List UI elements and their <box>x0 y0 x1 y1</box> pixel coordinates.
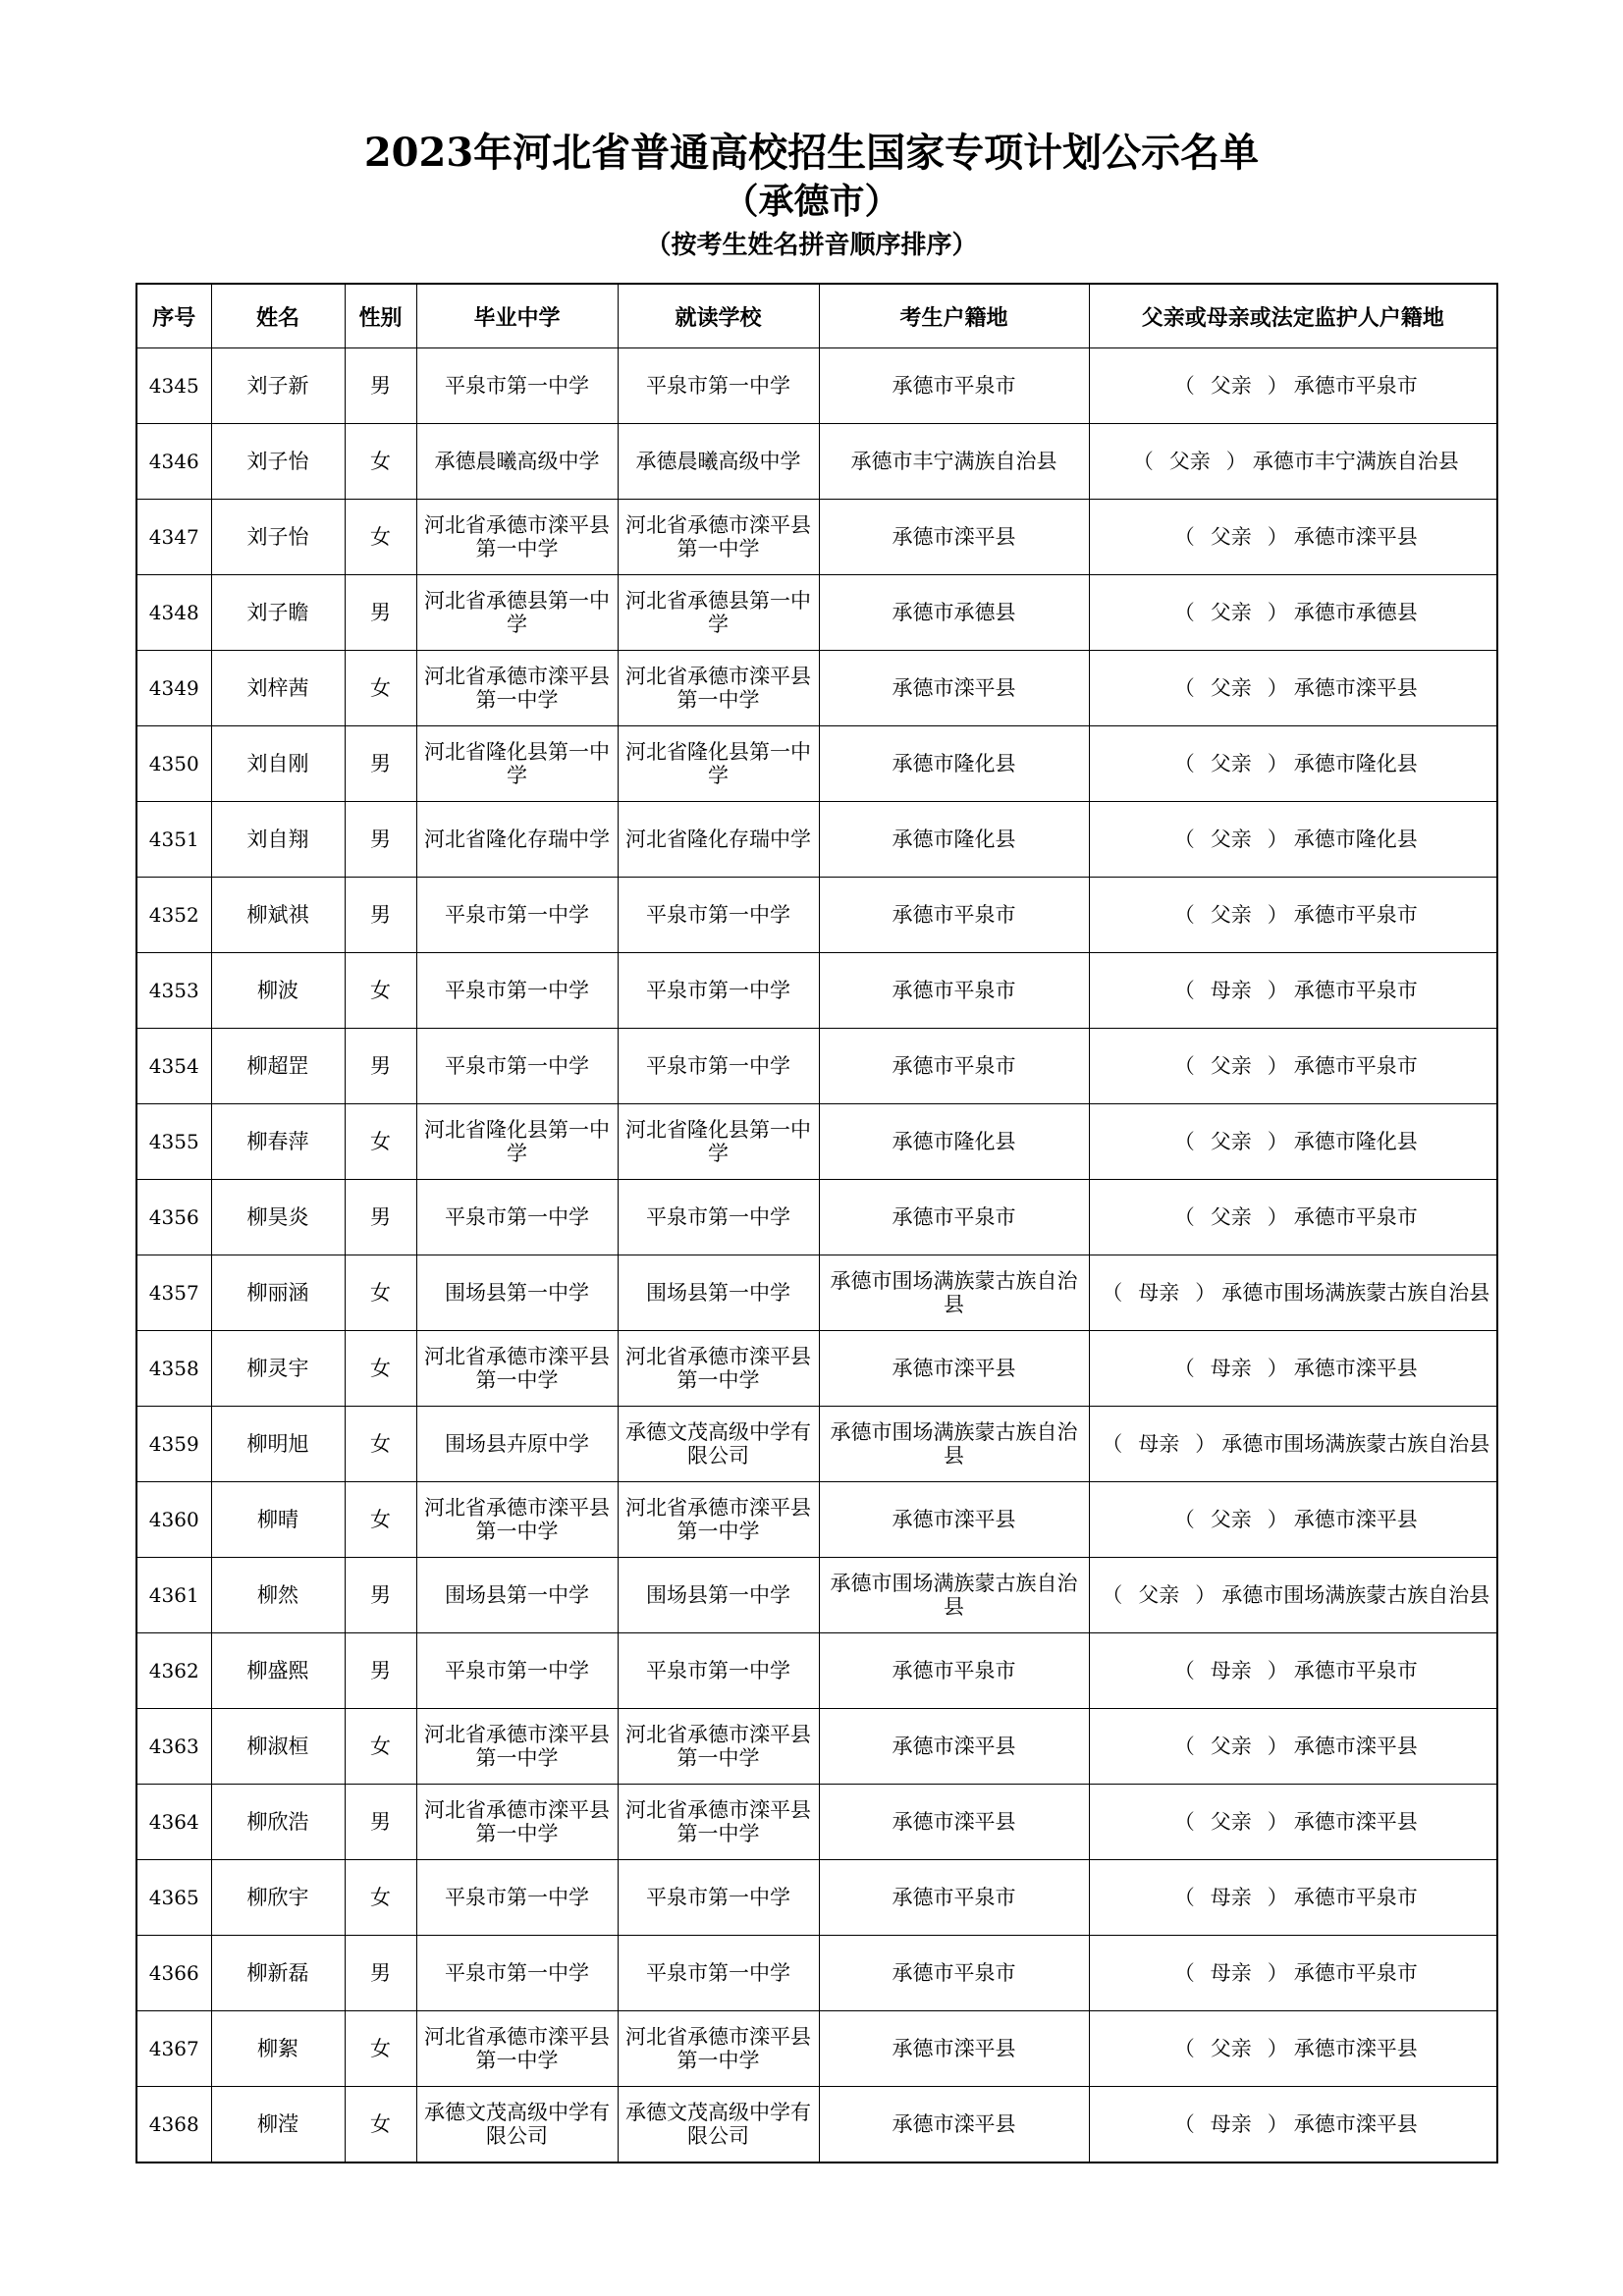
table-row <box>136 802 1497 878</box>
cell-grad-school: 河北省承德市滦平县第一中学 <box>416 651 618 726</box>
guardian-residence: 承德市平泉市 <box>1293 1961 1418 1985</box>
cell-grad-school: 河北省承德市滦平县第一中学 <box>416 1709 618 1785</box>
cell-name: 柳欣浩 <box>211 1785 345 1860</box>
cell-name: 刘自刚 <box>211 726 345 802</box>
cell-residence: 承德市丰宁满族自治县 <box>819 424 1089 500</box>
table-row <box>136 1255 1497 1331</box>
cell-residence: 承德市围场满族蒙古族自治县 <box>819 1558 1089 1633</box>
table-row <box>136 1936 1497 2011</box>
cell-gender: 女 <box>345 1255 416 1331</box>
cell-gender: 女 <box>345 1331 416 1407</box>
cell-no: 4348 <box>136 575 211 651</box>
header-name: 姓名 <box>211 284 345 348</box>
cell-current-school: 河北省承德市滦平县第一中学 <box>618 2011 819 2087</box>
cell-current-school: 河北省隆化存瑞中学 <box>618 802 819 878</box>
cell-gender: 男 <box>345 1029 416 1104</box>
cell-gender: 女 <box>345 1482 416 1558</box>
cell-grad-school: 河北省承德市滦平县第一中学 <box>416 1785 618 1860</box>
table-row <box>136 1860 1497 1936</box>
cell-guardian-residence: （ 母亲 ） 承德市平泉市 <box>1089 1860 1497 1936</box>
cell-name: 刘子怡 <box>211 500 345 575</box>
cell-gender: 女 <box>345 1407 416 1482</box>
cell-current-school: 平泉市第一中学 <box>618 878 819 953</box>
table-row <box>136 1407 1497 1482</box>
header-gender: 性别 <box>345 284 416 348</box>
guardian-relation: 父亲 <box>1210 2037 1252 2060</box>
cell-no: 4347 <box>136 500 211 575</box>
cell-residence: 承德市滦平县 <box>819 2087 1089 2163</box>
cell-residence: 承德市滦平县 <box>819 1785 1089 1860</box>
cell-residence: 承德市滦平县 <box>819 1482 1089 1558</box>
guardian-residence: 承德市平泉市 <box>1293 903 1418 927</box>
cell-name: 柳新磊 <box>211 1936 345 2011</box>
cell-gender: 男 <box>345 1558 416 1633</box>
cell-grad-school: 河北省承德市滦平县第一中学 <box>416 1482 618 1558</box>
cell-guardian-residence: （ 父亲 ） 承德市丰宁满族自治县 <box>1089 424 1497 500</box>
cell-name: 柳然 <box>211 1558 345 1633</box>
cell-residence: 承德市隆化县 <box>819 1104 1089 1180</box>
cell-name: 刘子新 <box>211 348 345 424</box>
cell-current-school: 河北省承德市滦平县第一中学 <box>618 500 819 575</box>
cell-no: 4363 <box>136 1709 211 1785</box>
cell-grad-school: 围场县卉原中学 <box>416 1407 618 1482</box>
guardian-relation: 父亲 <box>1210 1205 1252 1229</box>
cell-gender: 男 <box>345 575 416 651</box>
cell-residence: 承德市围场满族蒙古族自治县 <box>819 1255 1089 1331</box>
cell-grad-school: 河北省隆化存瑞中学 <box>416 802 618 878</box>
cell-residence: 承德市平泉市 <box>819 1029 1089 1104</box>
cell-grad-school: 河北省承德县第一中学 <box>416 575 618 651</box>
guardian-relation: 母亲 <box>1210 2112 1252 2136</box>
cell-no: 4360 <box>136 1482 211 1558</box>
cell-gender: 男 <box>345 726 416 802</box>
guardian-residence: 承德市滦平县 <box>1293 1357 1418 1380</box>
guardian-relation: 母亲 <box>1210 1961 1252 1985</box>
cell-guardian-residence: （ 父亲 ） 承德市平泉市 <box>1089 1029 1497 1104</box>
candidate-table <box>135 283 1498 2163</box>
cell-grad-school: 平泉市第一中学 <box>416 878 618 953</box>
cell-guardian-residence: （ 父亲 ） 承德市围场满族蒙古族自治县 <box>1089 1558 1497 1633</box>
guardian-relation: 母亲 <box>1210 979 1252 1002</box>
guardian-relation: 父亲 <box>1210 903 1252 927</box>
guardian-residence: 承德市隆化县 <box>1293 828 1418 851</box>
cell-no: 4349 <box>136 651 211 726</box>
cell-gender: 女 <box>345 651 416 726</box>
guardian-residence: 承德市滦平县 <box>1293 2037 1418 2060</box>
cell-residence: 承德市平泉市 <box>819 1860 1089 1936</box>
cell-current-school: 河北省承德市滦平县第一中学 <box>618 1331 819 1407</box>
cell-grad-school: 承德晨曦高级中学 <box>416 424 618 500</box>
guardian-relation: 父亲 <box>1168 450 1211 473</box>
cell-no: 4365 <box>136 1860 211 1936</box>
cell-gender: 女 <box>345 1709 416 1785</box>
table-row <box>136 651 1497 726</box>
cell-guardian-residence: （ 父亲 ） 承德市隆化县 <box>1089 802 1497 878</box>
cell-grad-school: 平泉市第一中学 <box>416 1180 618 1255</box>
cell-name: 柳盛熙 <box>211 1633 345 1709</box>
guardian-residence: 承德市隆化县 <box>1293 1130 1418 1153</box>
cell-guardian-residence: （ 母亲 ） 承德市平泉市 <box>1089 953 1497 1029</box>
cell-name: 柳絮 <box>211 2011 345 2087</box>
guardian-residence: 承德市隆化县 <box>1293 752 1418 775</box>
cell-no: 4364 <box>136 1785 211 1860</box>
table-row <box>136 2087 1497 2163</box>
cell-residence: 承德市滦平县 <box>819 2011 1089 2087</box>
cell-gender: 男 <box>345 878 416 953</box>
cell-no: 4366 <box>136 1936 211 2011</box>
table-row <box>136 1482 1497 1558</box>
cell-gender: 男 <box>345 1785 416 1860</box>
cell-gender: 男 <box>345 1633 416 1709</box>
guardian-residence: 承德市平泉市 <box>1293 1054 1418 1078</box>
cell-residence: 承德市平泉市 <box>819 1180 1089 1255</box>
cell-residence: 承德市平泉市 <box>819 878 1089 953</box>
header-guardian-residence: 父亲或母亲或法定监护人户籍地 <box>1089 284 1497 348</box>
cell-current-school: 平泉市第一中学 <box>618 1633 819 1709</box>
table-row <box>136 2011 1497 2087</box>
header-grad-school: 毕业中学 <box>416 284 618 348</box>
cell-no: 4362 <box>136 1633 211 1709</box>
cell-gender: 女 <box>345 1104 416 1180</box>
cell-grad-school: 承德文茂高级中学有限公司 <box>416 2087 618 2163</box>
cell-current-school: 平泉市第一中学 <box>618 1936 819 2011</box>
cell-residence: 承德市滦平县 <box>819 651 1089 726</box>
cell-guardian-residence: （ 父亲 ） 承德市滦平县 <box>1089 2011 1497 2087</box>
cell-grad-school: 平泉市第一中学 <box>416 1633 618 1709</box>
cell-grad-school: 河北省承德市滦平县第一中学 <box>416 1331 618 1407</box>
cell-name: 柳欣宇 <box>211 1860 345 1936</box>
cell-guardian-residence: （ 父亲 ） 承德市滦平县 <box>1089 1785 1497 1860</box>
cell-residence: 承德市平泉市 <box>819 953 1089 1029</box>
guardian-relation: 父亲 <box>1210 828 1252 851</box>
table-body <box>136 348 1497 2163</box>
cell-residence: 承德市隆化县 <box>819 726 1089 802</box>
guardian-relation: 父亲 <box>1210 1810 1252 1834</box>
cell-guardian-residence: （ 父亲 ） 承德市隆化县 <box>1089 726 1497 802</box>
cell-guardian-residence: （ 母亲 ） 承德市围场满族蒙古族自治县 <box>1089 1407 1497 1482</box>
guardian-residence: 承德市承德县 <box>1293 601 1418 624</box>
guardian-residence: 承德市滦平县 <box>1293 2112 1418 2136</box>
cell-guardian-residence: （ 父亲 ） 承德市平泉市 <box>1089 1180 1497 1255</box>
cell-current-school: 平泉市第一中学 <box>618 953 819 1029</box>
cell-residence: 承德市承德县 <box>819 575 1089 651</box>
cell-gender: 女 <box>345 2011 416 2087</box>
cell-no: 4358 <box>136 1331 211 1407</box>
guardian-residence: 承德市平泉市 <box>1293 374 1418 398</box>
cell-guardian-residence: （ 父亲 ） 承德市滦平县 <box>1089 651 1497 726</box>
cell-no: 4359 <box>136 1407 211 1482</box>
cell-name: 柳昊炎 <box>211 1180 345 1255</box>
cell-current-school: 河北省承德市滦平县第一中学 <box>618 1482 819 1558</box>
table-row <box>136 424 1497 500</box>
table-row <box>136 575 1497 651</box>
guardian-relation: 父亲 <box>1210 1735 1252 1758</box>
cell-name: 柳晴 <box>211 1482 345 1558</box>
cell-name: 柳斌祺 <box>211 878 345 953</box>
cell-current-school: 承德文茂高级中学有限公司 <box>618 1407 819 1482</box>
cell-no: 4355 <box>136 1104 211 1180</box>
cell-no: 4354 <box>136 1029 211 1104</box>
document-city: （承德市） <box>723 181 900 222</box>
cell-gender: 男 <box>345 802 416 878</box>
guardian-residence: 承德市平泉市 <box>1293 979 1418 1002</box>
guardian-residence: 承德市围场满族蒙古族自治县 <box>1221 1583 1490 1607</box>
cell-guardian-residence: （ 父亲 ） 承德市滦平县 <box>1089 1709 1497 1785</box>
guardian-residence: 承德市平泉市 <box>1293 1886 1418 1909</box>
guardian-relation: 母亲 <box>1138 1281 1180 1305</box>
cell-name: 刘梓茜 <box>211 651 345 726</box>
table-row <box>136 1104 1497 1180</box>
cell-no: 4351 <box>136 802 211 878</box>
table-row <box>136 1331 1497 1407</box>
table-row <box>136 1785 1497 1860</box>
cell-no: 4356 <box>136 1180 211 1255</box>
cell-name: 刘自翔 <box>211 802 345 878</box>
cell-guardian-residence: （ 母亲 ） 承德市滦平县 <box>1089 2087 1497 2163</box>
cell-gender: 女 <box>345 424 416 500</box>
table-row <box>136 1180 1497 1255</box>
guardian-relation: 父亲 <box>1210 525 1252 549</box>
cell-guardian-residence: （ 母亲 ） 承德市平泉市 <box>1089 1633 1497 1709</box>
sort-note: （按考生姓名拼音顺序排序） <box>645 231 978 260</box>
guardian-relation: 父亲 <box>1210 374 1252 398</box>
cell-guardian-residence: （ 父亲 ） 承德市隆化县 <box>1089 1104 1497 1180</box>
table-row <box>136 348 1497 424</box>
guardian-relation: 母亲 <box>1210 1357 1252 1380</box>
guardian-residence: 承德市滦平县 <box>1293 525 1418 549</box>
cell-gender: 女 <box>345 500 416 575</box>
guardian-residence: 承德市滦平县 <box>1293 1735 1418 1758</box>
cell-name: 柳明旭 <box>211 1407 345 1482</box>
cell-residence: 承德市平泉市 <box>819 1936 1089 2011</box>
cell-no: 4357 <box>136 1255 211 1331</box>
cell-no: 4352 <box>136 878 211 953</box>
guardian-relation: 父亲 <box>1210 1130 1252 1153</box>
table-header-row <box>136 284 1497 348</box>
cell-residence: 承德市平泉市 <box>819 1633 1089 1709</box>
cell-current-school: 平泉市第一中学 <box>618 1180 819 1255</box>
guardian-relation: 父亲 <box>1210 676 1252 700</box>
cell-guardian-residence: （ 父亲 ） 承德市承德县 <box>1089 575 1497 651</box>
cell-residence: 承德市滦平县 <box>819 1709 1089 1785</box>
cell-residence: 承德市平泉市 <box>819 348 1089 424</box>
guardian-relation: 父亲 <box>1210 1054 1252 1078</box>
cell-current-school: 承德文茂高级中学有限公司 <box>618 2087 819 2163</box>
cell-name: 柳波 <box>211 953 345 1029</box>
table-row <box>136 1709 1497 1785</box>
header-current-school: 就读学校 <box>618 284 819 348</box>
cell-current-school: 河北省承德县第一中学 <box>618 575 819 651</box>
cell-guardian-residence: （ 母亲 ） 承德市平泉市 <box>1089 1936 1497 2011</box>
cell-residence: 承德市滦平县 <box>819 1331 1089 1407</box>
cell-guardian-residence: （ 父亲 ） 承德市滦平县 <box>1089 500 1497 575</box>
guardian-relation: 父亲 <box>1138 1583 1180 1607</box>
cell-grad-school: 河北省隆化县第一中学 <box>416 1104 618 1180</box>
table-row <box>136 953 1497 1029</box>
cell-guardian-residence: （ 父亲 ） 承德市平泉市 <box>1089 878 1497 953</box>
cell-no: 4353 <box>136 953 211 1029</box>
cell-current-school: 围场县第一中学 <box>618 1558 819 1633</box>
table-row <box>136 1633 1497 1709</box>
cell-grad-school: 围场县第一中学 <box>416 1558 618 1633</box>
cell-guardian-residence: （ 母亲 ） 承德市围场满族蒙古族自治县 <box>1089 1255 1497 1331</box>
cell-current-school: 河北省承德市滦平县第一中学 <box>618 1709 819 1785</box>
cell-no: 4346 <box>136 424 211 500</box>
cell-gender: 男 <box>345 348 416 424</box>
cell-name: 柳春萍 <box>211 1104 345 1180</box>
cell-grad-school: 平泉市第一中学 <box>416 953 618 1029</box>
guardian-residence: 承德市围场满族蒙古族自治县 <box>1221 1281 1490 1305</box>
guardian-residence: 承德市平泉市 <box>1293 1205 1418 1229</box>
guardian-residence: 承德市滦平县 <box>1293 1810 1418 1834</box>
cell-name: 柳超罡 <box>211 1029 345 1104</box>
cell-current-school: 平泉市第一中学 <box>618 1860 819 1936</box>
cell-residence: 承德市围场满族蒙古族自治县 <box>819 1407 1089 1482</box>
cell-current-school: 河北省承德市滦平县第一中学 <box>618 651 819 726</box>
document-title: 2023年河北省普通高校招生国家专项计划公示名单 <box>363 130 1260 176</box>
cell-name: 柳滢 <box>211 2087 345 2163</box>
cell-current-school: 平泉市第一中学 <box>618 1029 819 1104</box>
cell-current-school: 河北省隆化县第一中学 <box>618 726 819 802</box>
cell-grad-school: 平泉市第一中学 <box>416 348 618 424</box>
cell-gender: 女 <box>345 1860 416 1936</box>
cell-no: 4345 <box>136 348 211 424</box>
guardian-residence: 承德市丰宁满族自治县 <box>1252 450 1459 473</box>
cell-no: 4361 <box>136 1558 211 1633</box>
header-no: 序号 <box>136 284 211 348</box>
cell-grad-school: 平泉市第一中学 <box>416 1860 618 1936</box>
cell-current-school: 河北省承德市滦平县第一中学 <box>618 1785 819 1860</box>
cell-guardian-residence: （ 父亲 ） 承德市平泉市 <box>1089 348 1497 424</box>
cell-gender: 男 <box>345 1936 416 2011</box>
cell-no: 4350 <box>136 726 211 802</box>
table-row <box>136 1029 1497 1104</box>
cell-name: 刘子瞻 <box>211 575 345 651</box>
cell-gender: 女 <box>345 2087 416 2163</box>
cell-current-school: 围场县第一中学 <box>618 1255 819 1331</box>
cell-gender: 男 <box>345 1180 416 1255</box>
cell-no: 4367 <box>136 2011 211 2087</box>
guardian-residence: 承德市围场满族蒙古族自治县 <box>1221 1432 1490 1456</box>
guardian-residence: 承德市滦平县 <box>1293 1508 1418 1531</box>
cell-gender: 女 <box>345 953 416 1029</box>
cell-name: 刘子怡 <box>211 424 345 500</box>
guardian-residence: 承德市滦平县 <box>1293 676 1418 700</box>
table-row <box>136 500 1497 575</box>
cell-current-school: 河北省隆化县第一中学 <box>618 1104 819 1180</box>
cell-guardian-residence: （ 父亲 ） 承德市滦平县 <box>1089 1482 1497 1558</box>
guardian-relation: 母亲 <box>1138 1432 1180 1456</box>
cell-grad-school: 河北省承德市滦平县第一中学 <box>416 2011 618 2087</box>
cell-grad-school: 平泉市第一中学 <box>416 1029 618 1104</box>
cell-name: 柳丽涵 <box>211 1255 345 1331</box>
cell-no: 4368 <box>136 2087 211 2163</box>
cell-current-school: 承德晨曦高级中学 <box>618 424 819 500</box>
cell-grad-school: 河北省隆化县第一中学 <box>416 726 618 802</box>
guardian-residence: 承德市平泉市 <box>1293 1659 1418 1682</box>
guardian-relation: 父亲 <box>1210 752 1252 775</box>
guardian-relation: 母亲 <box>1210 1886 1252 1909</box>
guardian-relation: 父亲 <box>1210 1508 1252 1531</box>
cell-name: 柳灵宇 <box>211 1331 345 1407</box>
cell-residence: 承德市滦平县 <box>819 500 1089 575</box>
guardian-relation: 母亲 <box>1210 1659 1252 1682</box>
cell-grad-school: 平泉市第一中学 <box>416 1936 618 2011</box>
cell-residence: 承德市隆化县 <box>819 802 1089 878</box>
cell-grad-school: 围场县第一中学 <box>416 1255 618 1331</box>
cell-current-school: 平泉市第一中学 <box>618 348 819 424</box>
guardian-relation: 父亲 <box>1210 601 1252 624</box>
header-residence: 考生户籍地 <box>819 284 1089 348</box>
cell-guardian-residence: （ 母亲 ） 承德市滦平县 <box>1089 1331 1497 1407</box>
table-row <box>136 878 1497 953</box>
table-row <box>136 1558 1497 1633</box>
table-row <box>136 726 1497 802</box>
cell-name: 柳淑桓 <box>211 1709 345 1785</box>
cell-grad-school: 河北省承德市滦平县第一中学 <box>416 500 618 575</box>
